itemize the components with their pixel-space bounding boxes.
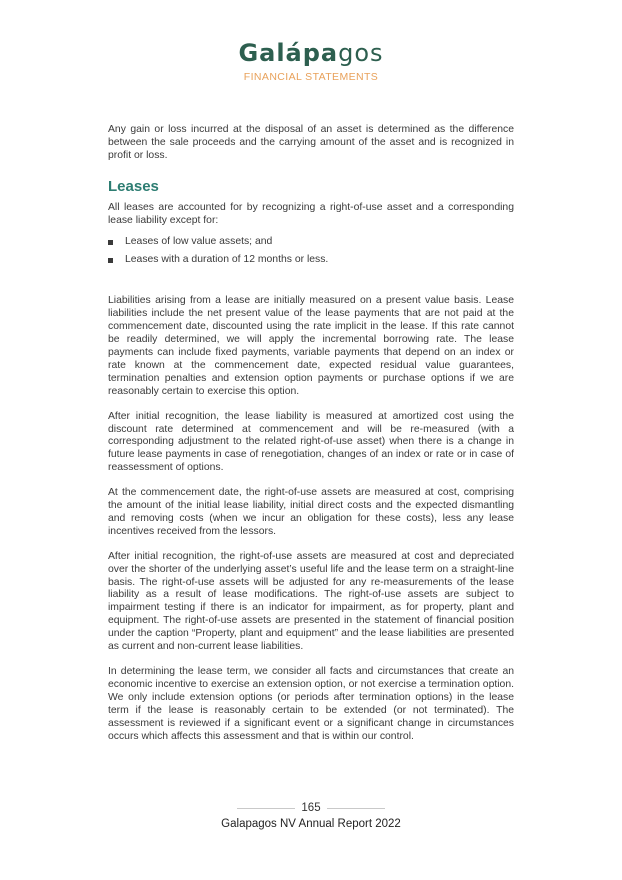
body-paragraph: After initial recognition, the right-of-use assets are measured at cost and depreciated over the shorter of the underlying asset’s useful life and the lease term on a straight-line basis. The right-of-use assets will be adjusted for any re-measurements of the lease liability as a result of lease modifications. The right-of-use assets are subject to impairment testing if there is an indicator for impairment, as for property, plant and equipment. The right-of-use assets are presented in the statement of financial position under the caption “Property, plant and equipment” and the lease liabilities are presented as current and non-current lease liabilities. bbox=[108, 550, 514, 653]
body-paragraph: In determining the lease term, we consider all facts and circumstances that create an economic incentive to exercise an extension option, or not exercise a termination option. We only include extension options (or periods after termination options) in the lease term if the lease is reasonably certain to be extended (or not terminated). The assessment is reviewed if a significant event or a significant change in circumstances occurs which affects this assessment and that is within our control. bbox=[108, 666, 514, 742]
page-number-row bbox=[0, 802, 622, 814]
document-body bbox=[108, 124, 514, 755]
exception-list bbox=[108, 236, 514, 268]
footer-divider-left bbox=[237, 808, 295, 809]
body-paragraph: After initial recognition, the lease liability is measured at amortized cost using the discount rate determined at commencement and will be re-measured (with a corresponding adjustment to the related right-of-use asset) when there is a change in future lease payments in case of renegotiation, changes of an index or rate or in case of reassessment of options. bbox=[108, 410, 514, 474]
section-subtitle: FINANCIAL STATEMENTS bbox=[243, 71, 379, 83]
logo-text-bold: Galápa bbox=[238, 39, 339, 67]
page-header bbox=[0, 38, 622, 84]
list-item bbox=[108, 254, 514, 267]
list-item-text: Leases with a duration of 12 months or less. bbox=[125, 254, 329, 266]
body-paragraph: Liabilities arising from a lease are initially measured on a present value basis. Lease liabilities include the net present value of the lease payments that are not paid at the commencement date, discounted using the rate implicit in the lease. If this rate cannot be readily determined, we will apply the incremental borrowing rate. The lease payments can include fixed payments, variable payments that depend on an index or rate known at the commencement date, expected residual value guarantees, termination penalties and extension option payments or purchase options if we are reasonably certain to exercise this option. bbox=[108, 295, 514, 397]
intro-paragraph: Any gain or loss incurred at the disposal of an asset is determined as the difference between the sale proceeds and the carrying amount of the asset and is recognized in profit or loss. bbox=[108, 124, 514, 161]
logo-text-light: gos bbox=[338, 39, 384, 67]
galapagos-logo bbox=[0, 38, 622, 68]
square-bullet-icon bbox=[108, 240, 113, 245]
report-title: Galapagos NV Annual Report 2022 bbox=[221, 818, 401, 830]
leases-heading: Leases bbox=[108, 177, 159, 195]
list-item bbox=[108, 236, 514, 249]
list-item-text: Leases of low value assets; and bbox=[125, 235, 273, 247]
footer-divider-right bbox=[327, 808, 385, 809]
body-paragraph: At the commencement date, the right-of-use assets are measured at cost, comprising the amount of the initial lease liability, initial direct costs and the expected dismantling and removing costs (when we incur an obligation for these costs), less any lease incentives received from the lessors. bbox=[108, 487, 514, 537]
page-number: 165 bbox=[301, 802, 321, 814]
square-bullet-icon bbox=[108, 258, 113, 263]
lease-intro-paragraph: All leases are accounted for by recognizing a right-of-use asset and a corresponding lease liability except for: bbox=[108, 201, 514, 226]
page-footer bbox=[0, 802, 622, 830]
